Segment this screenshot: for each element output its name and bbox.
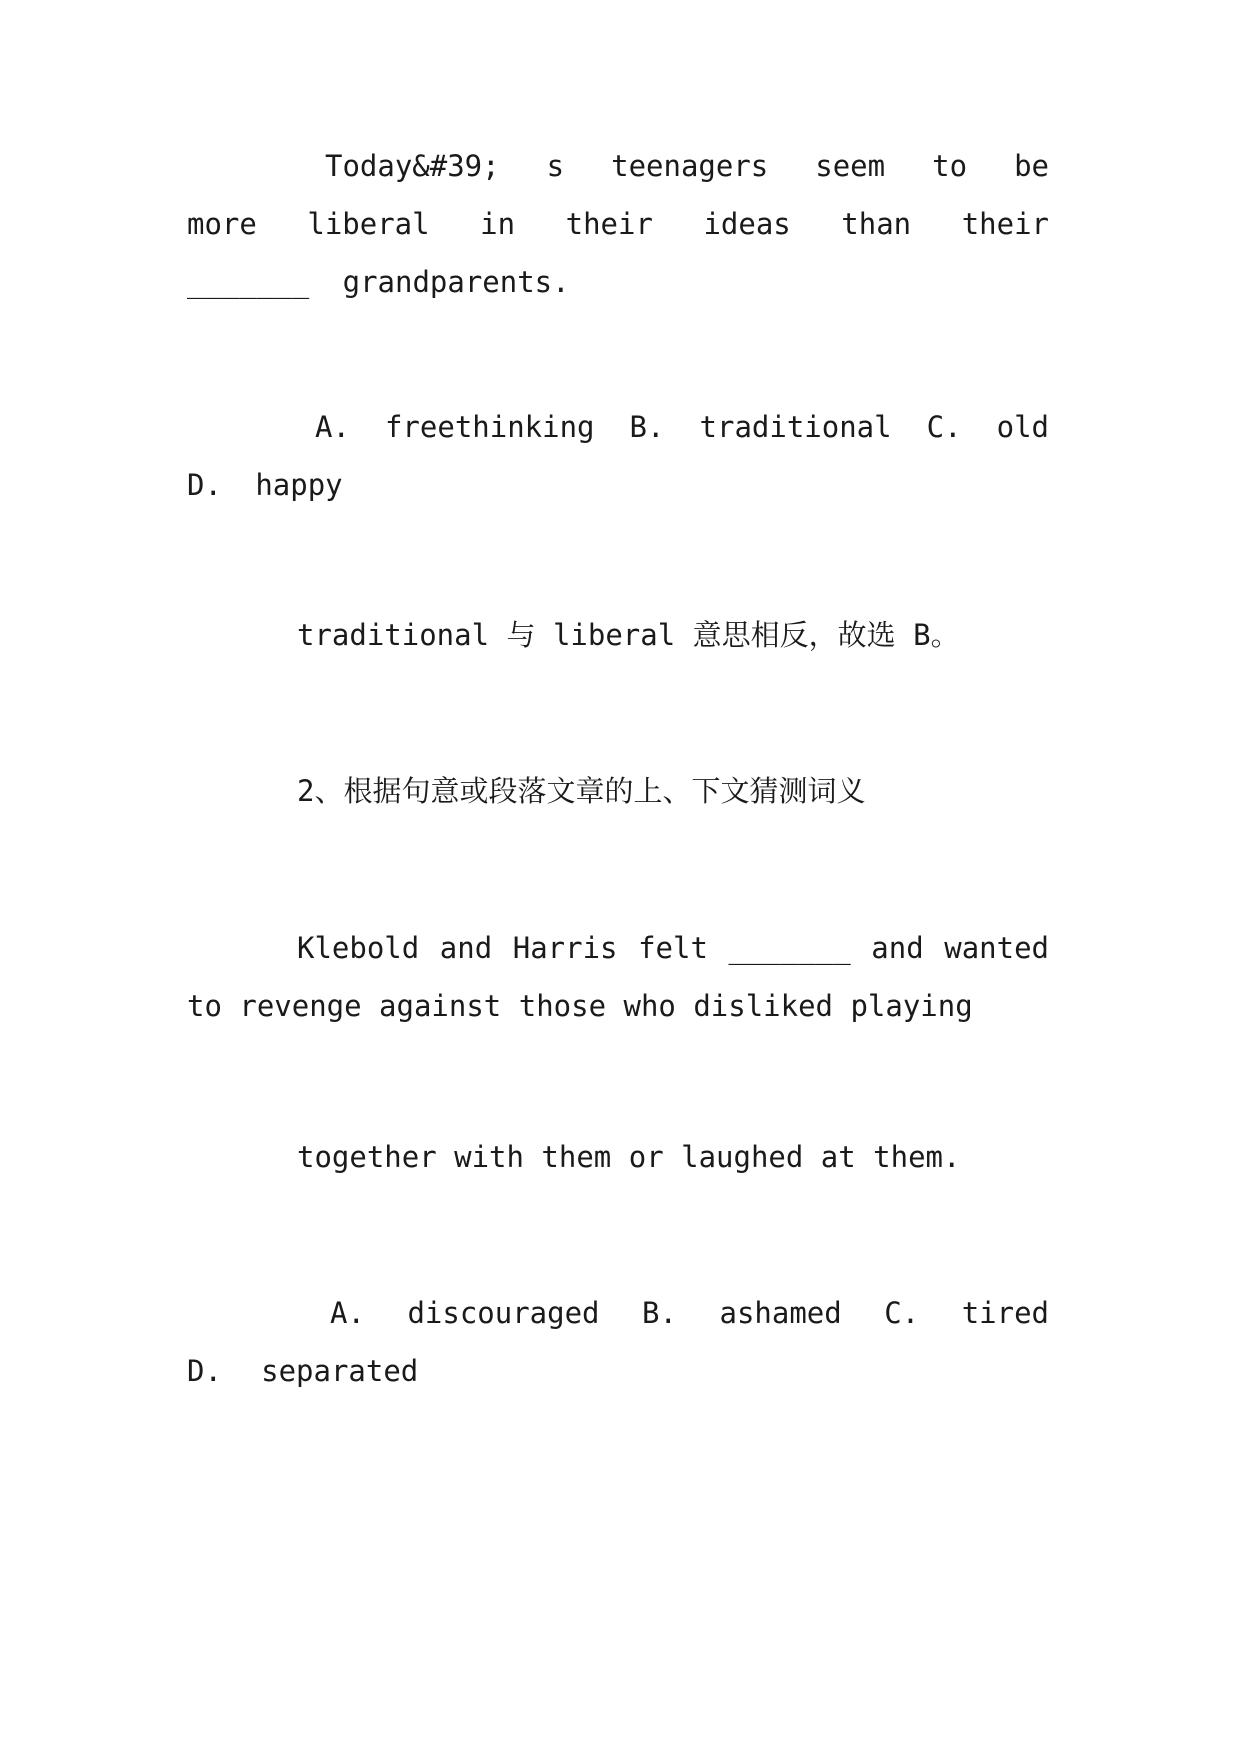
question-2-stem-part1: Klebold and Harris felt _______ and wanted to revenge against those who disliked playing: [187, 931, 1049, 1023]
question-1-explanation: traditional 与 liberal 意思相反，故选 B。: [297, 618, 960, 652]
question-2-stem-part2: together with them or laughed at them.: [297, 1140, 961, 1174]
question-1-stem: Today&#39; s teenagers seem to be more liberal in their ideas than their _______ grandparents.: [187, 149, 1049, 299]
question-1-options: A. freethinking B. traditional C. old D. happy: [187, 410, 1049, 502]
section-2-heading: 2、根据句意或段落文章的上、下文猜测词义: [297, 774, 866, 808]
question-2-options: A. discouraged B. ashamed C. tired D. separated: [187, 1296, 1049, 1388]
